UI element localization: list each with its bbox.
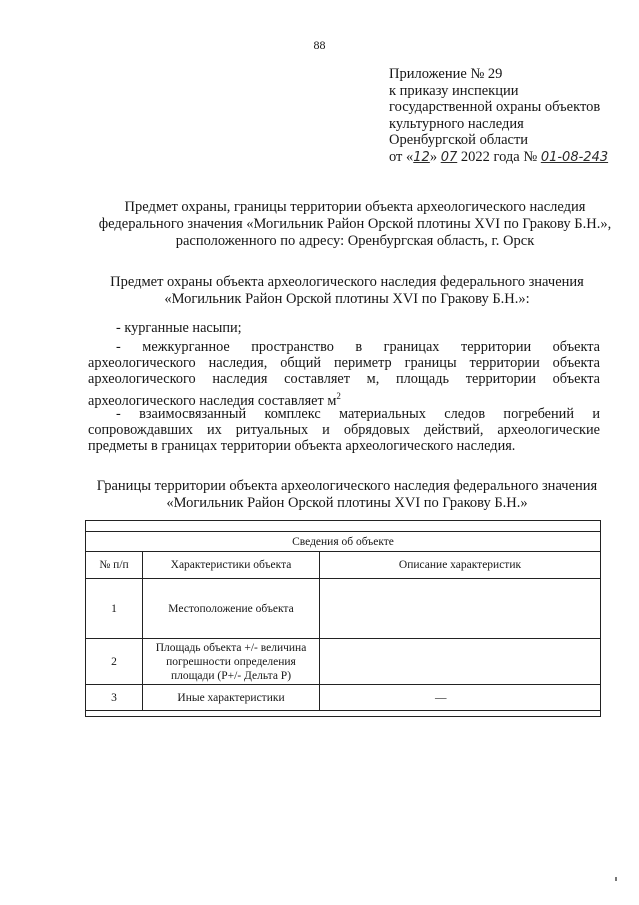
appendix-date-line <box>389 149 629 167</box>
header-characteristics: Характеристики объекта <box>143 552 320 579</box>
row-description <box>320 639 601 685</box>
row-characteristic: Иные характеристики <box>143 685 320 711</box>
table-row <box>86 579 601 639</box>
document-title: Предмет охраны, границы территории объекта археологического наследия федерального значения «Могильник Район Орской плотины XVI по Гракову Б.Н.», расположенного по адресу: Оренбургская область, г. Орск <box>98 199 612 249</box>
object-info-table <box>85 531 601 711</box>
appendix-block <box>389 66 629 167</box>
date-day-handwritten: 12 <box>413 149 430 165</box>
appendix-line-4: культурного наследия <box>389 115 524 132</box>
table-row <box>86 685 601 711</box>
list-item-text: - взаимосвязанный комплекс материальных следов погребений и сопровождавших их ритуальных и обрядовых действий, археологические предметы в границах территории объекта археологического наследия. <box>88 406 600 455</box>
list-item-text: - курганные насыпи; <box>116 320 242 336</box>
appendix-line-2: к приказу инспекции <box>389 82 519 99</box>
list-item-text: - межкурганное пространство в границах территории объекта археологического наследия, общий периметр границы территории объекта археологического наследия составляет м, площадь территории объекта археологического наследия составляет м <box>88 339 600 409</box>
list-item-mounds <box>88 320 600 336</box>
square-superscript: 2 <box>336 390 341 401</box>
date-mid: » <box>429 148 438 165</box>
row-num: 3 <box>86 685 143 711</box>
table-row <box>86 639 601 685</box>
appendix-line-5: Оренбургской области <box>389 132 529 149</box>
list-item-complex <box>88 406 600 455</box>
date-prefix: от « <box>389 148 414 165</box>
row-description-dash: — <box>435 691 447 704</box>
row-characteristic: Площадь объекта +/- величина погрешности определения площади (Р+/- Дельта Р) <box>143 639 320 685</box>
row-num: 1 <box>86 579 143 639</box>
table-caption-row <box>86 532 601 552</box>
page-number: 88 <box>313 38 326 52</box>
borders-heading: Границы территории объекта археологического наследия федерального значения «Могильник Район Орской плотины XVI по Гракову Б.Н.» <box>96 478 598 511</box>
date-month-handwritten: 07 <box>440 149 458 165</box>
header-num: № п/п <box>86 552 143 579</box>
order-number-handwritten: 01-08-243 <box>540 149 609 165</box>
date-year-text: 2022 года № <box>460 148 538 165</box>
row-characteristic: Местоположение объекта <box>143 579 320 639</box>
row-num: 2 <box>86 639 143 685</box>
list-item-intermound-space <box>88 339 600 409</box>
row-description <box>320 685 601 711</box>
table-caption: Сведения об объекте <box>86 532 601 552</box>
protection-subject-heading: Предмет охраны объекта археологического наследия федерального значения «Могильник Район Орской плотины XVI по Гракову Б.Н.»: <box>110 274 584 307</box>
scan-speck <box>615 877 617 881</box>
header-description: Описание характеристик <box>320 552 601 579</box>
appendix-line-3: государственной охраны объектов <box>389 99 601 116</box>
table-header-row <box>86 552 601 579</box>
row-description <box>320 579 601 639</box>
appendix-line-1: Приложение № 29 <box>389 66 503 82</box>
